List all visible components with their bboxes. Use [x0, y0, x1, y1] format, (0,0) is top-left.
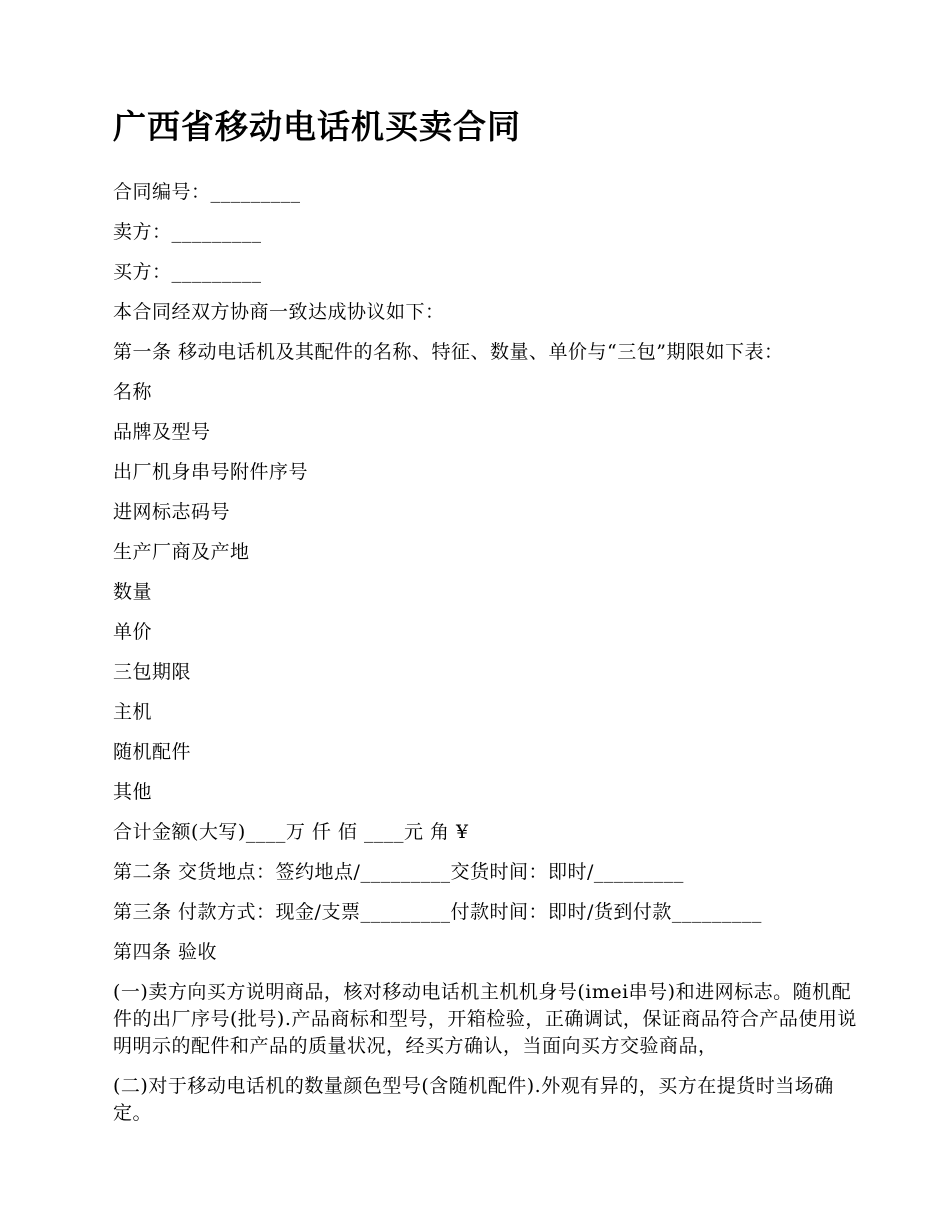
article-3-line: 第三条 付款方式：现金/支票_________付款时间：即时/货到付款_________	[113, 901, 762, 924]
table-label-serial-number: 出厂机身串号附件序号	[113, 461, 309, 484]
table-label-warranty: 三包期限	[113, 661, 192, 684]
contract-number-line: 合同编号：_________	[113, 181, 301, 204]
article-2-line: 第二条 交货地点：签约地点/_________交货时间：即时/_________	[113, 861, 684, 884]
table-label-network-mark: 进网标志码号	[113, 501, 231, 524]
page-title: 广西省移动电话机买卖合同	[113, 107, 521, 146]
total-amount-line: 合计金额(大写)____万 仟 佰 ____元 角 ¥	[113, 821, 469, 844]
table-label-brand-model: 品牌及型号	[113, 421, 211, 444]
clause-1-paragraph: (一)卖方向买方说明商品，核对移动电话机主机机身号(imei串号)和进网标志。随机配件的出厂序号(批号).产品商标和型号，开箱检验，正确调试，保证商品符合产品使用说明明示的配件和产品的质量状况，经买方确认，当面向买方交验商品，	[113, 981, 857, 1058]
table-label-other: 其他	[113, 781, 153, 804]
article-1-heading: 第一条 移动电话机及其配件的名称、特征、数量、单价与“三包”期限如下表：	[113, 341, 784, 364]
preamble-text: 本合同经双方协商一致达成协议如下：	[113, 301, 445, 324]
table-label-accessories: 随机配件	[113, 741, 192, 764]
seller-line: 卖方：_________	[113, 221, 262, 244]
article-4-heading: 第四条 验收	[113, 941, 218, 964]
table-label-name: 名称	[113, 381, 153, 404]
clause-2-paragraph: (二)对于移动电话机的数量颜色型号(含随机配件).外观有异的，买方在提货时当场确定。	[113, 1075, 834, 1125]
table-label-main-unit: 主机	[113, 701, 153, 724]
buyer-line: 买方：_________	[113, 261, 262, 284]
table-label-manufacturer: 生产厂商及产地	[113, 541, 250, 564]
table-label-quantity: 数量	[113, 581, 153, 604]
table-label-unit-price: 单价	[113, 621, 153, 644]
